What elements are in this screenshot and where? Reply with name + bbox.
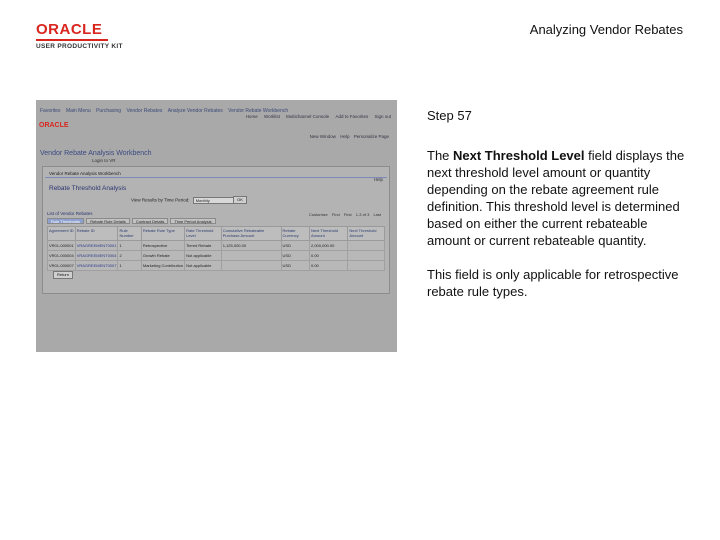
- help-link[interactable]: Help: [373, 177, 383, 182]
- tab-rule-thresholds[interactable]: Rule Thresholds: [47, 218, 84, 224]
- instruction-paragraph-2: This field is only applicable for retrospective rebate rule types.: [427, 267, 679, 299]
- col-rule-type: Rebate Rule Type: [141, 227, 184, 241]
- cell: Growth Rebate: [141, 251, 184, 261]
- grid-pager: [306, 212, 381, 217]
- ok-button[interactable]: OK: [233, 196, 247, 204]
- grid-tabs: [47, 218, 217, 224]
- tab-time-period-analysis[interactable]: Time Period Analysis: [170, 218, 215, 224]
- logo-rule: [36, 39, 108, 41]
- cell: Not applicable: [185, 251, 222, 261]
- cell-link[interactable]: VRAGREEMENT0004: [75, 251, 118, 261]
- cell: 1,125,000.00: [221, 241, 281, 251]
- view-results-row: [131, 197, 237, 204]
- col-currency: Rebate Currency: [281, 227, 309, 241]
- pager-link[interactable]: First: [343, 212, 352, 217]
- nav-item[interactable]: Vendor Rebates: [126, 108, 163, 114]
- workbench-subtitle: Login to VR: [92, 158, 116, 163]
- return-button[interactable]: Return: [53, 271, 73, 279]
- time-period-select[interactable]: Monthly: [193, 197, 237, 204]
- cell: [348, 251, 385, 261]
- top-links: [241, 114, 391, 119]
- col-agreement-id: Agreement ID: [48, 227, 76, 241]
- document-title: Analyzing Vendor Rebates: [529, 22, 683, 37]
- nav-item[interactable]: Favorites: [40, 108, 61, 114]
- col-cumulative-amount: Cumulative Rebateable Purchase Amount: [221, 227, 281, 241]
- application-screenshot: [36, 100, 397, 352]
- panel-header: Vendor Rebate Analysis Workbench: [45, 169, 387, 178]
- nav-item[interactable]: Vendor Rebate Workbench: [228, 108, 289, 114]
- cell: [221, 261, 281, 271]
- top-link[interactable]: Home: [245, 114, 258, 119]
- cell: Marketing Contribution: [141, 261, 184, 271]
- cell-link[interactable]: VRAGREEMENT0001: [75, 241, 118, 251]
- cell: VR01-000004: [48, 251, 76, 261]
- p1-suffix: field displays the next threshold level amount or quantity depending on the rebate agreement rule definition. This threshold level is determined based on either the current rebateable amount or current rebateable quantity.: [427, 148, 685, 248]
- top-link[interactable]: Multichannel Console: [286, 114, 330, 119]
- step-number: Step 57: [427, 108, 472, 123]
- table-row: [48, 261, 385, 271]
- workbench-title: Vendor Rebate Analysis Workbench: [40, 150, 152, 157]
- table-caption: List of Vendor Rebates: [47, 211, 93, 216]
- cell: [221, 251, 281, 261]
- pager-link[interactable]: Find: [331, 212, 340, 217]
- cell: USD: [281, 241, 309, 251]
- oracle-upk-logo: [36, 22, 146, 50]
- cell: Tiered Rebate: [185, 241, 222, 251]
- section-title: Rebate Threshold Analysis: [49, 185, 127, 192]
- pager-count: 1-3 of 3: [355, 212, 370, 217]
- rebate-grid: [47, 226, 385, 271]
- col-rule-number: Rule Number: [118, 227, 141, 241]
- tab-contract-details[interactable]: Contract Details: [132, 218, 168, 224]
- cell: 0.00: [309, 261, 347, 271]
- cell: USD: [281, 251, 309, 261]
- top-link[interactable]: Add to Favorites: [335, 114, 369, 119]
- pager-link[interactable]: Customize: [308, 212, 328, 217]
- app-logo: ORACLE: [39, 122, 69, 129]
- field-name-highlight: Next Threshold Level: [453, 148, 585, 163]
- top-link[interactable]: Sign out: [374, 114, 391, 119]
- pager-link[interactable]: Last: [373, 212, 381, 217]
- col-next-threshold: Next Threshold Amount: [309, 227, 347, 241]
- utility-links: [307, 134, 389, 139]
- logo-oracle-text: ORACLE: [36, 21, 103, 38]
- cell: Retrospective: [141, 241, 184, 251]
- logo-subtext: USER PRODUCTIVITY KIT: [36, 43, 123, 50]
- table-row: [48, 241, 385, 251]
- grid-header-row: [48, 227, 385, 241]
- cell: USD: [281, 261, 309, 271]
- cell: 0.00: [309, 251, 347, 261]
- cell-link[interactable]: VRAGREEMENT0007: [75, 261, 118, 271]
- p1-prefix: The: [427, 148, 454, 163]
- cell: 2,000,000.00: [309, 241, 347, 251]
- col-rebate-id: Rebate ID: [75, 227, 118, 241]
- cell: [348, 241, 385, 251]
- util-link[interactable]: Personalize Page: [353, 134, 389, 139]
- col-next-threshold-2: Next Threshold Amount: [348, 227, 385, 241]
- analysis-panel: [42, 166, 390, 294]
- util-link[interactable]: New Window: [309, 134, 336, 139]
- cell: 1: [118, 241, 141, 251]
- util-link[interactable]: Help: [340, 134, 350, 139]
- cell: Not applicable: [185, 261, 222, 271]
- cell: VR01-000007: [48, 261, 76, 271]
- nav-item[interactable]: Main Menu: [65, 108, 91, 114]
- top-link[interactable]: Worklist: [263, 114, 280, 119]
- table-row: [48, 251, 385, 261]
- instruction-text: [427, 147, 692, 300]
- cell: 2: [118, 251, 141, 261]
- view-label: View Results by Time Period:: [131, 197, 190, 203]
- instruction-paragraph-1: [427, 147, 692, 249]
- cell: 1: [118, 261, 141, 271]
- cell: VR01-000001: [48, 241, 76, 251]
- nav-item[interactable]: Analyze Vendor Rebates: [167, 108, 223, 114]
- col-threshold-level: Rate Threshold Level: [185, 227, 222, 241]
- nav-item[interactable]: Purchasing: [96, 108, 122, 114]
- tab-rebate-rule-details[interactable]: Rebate Rule Details: [86, 218, 130, 224]
- cell: [348, 261, 385, 271]
